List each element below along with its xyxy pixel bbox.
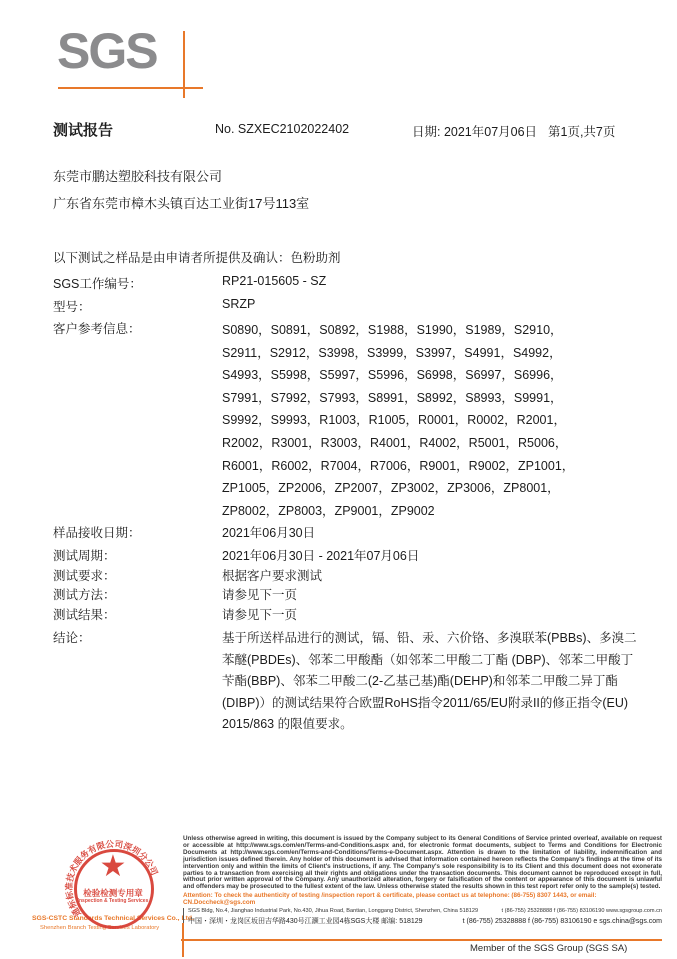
page-indicator: 第1页,共7页 <box>548 125 616 139</box>
field-label: 测试周期： <box>53 549 116 563</box>
client-ref-line: R2002，R3001，R3003，R4001，R4002，R5001，R5006， <box>222 435 568 450</box>
contact-cn: t (86-755) 25328888 f (86-755) 83106190 e sgs.china@sgs.com <box>462 918 662 926</box>
field-value: 根据客户要求测试 <box>222 569 323 583</box>
address-row-cn <box>188 916 662 926</box>
address-row-en <box>188 908 662 914</box>
client-ref-line: ZP1005，ZP2006，ZP2007，ZP3002，ZP3006，ZP8001， <box>222 481 560 496</box>
field-value: 请参见下一页 <box>222 588 298 602</box>
footer-vertical-rule <box>182 923 184 957</box>
field-label: 测试结果： <box>53 608 116 622</box>
address-block <box>183 908 662 926</box>
report-number: No. SZXEC2102022402 <box>215 122 350 136</box>
conclusion-text: 基于所送样品进行的测试，镉、铅、汞、六价铬、多溴联苯(PBBs)、多溴二苯醚(PBDEs)、邻苯二甲酸酯（如邻苯二甲酸二丁酯 (DBP)、邻苯二甲酸丁苄酯(BBP)、邻苯二甲酸二(2-乙基己基)酯(DEHP)和邻苯二甲酸二异丁酯(DIBP)）的测试结果符合欧盟RoHS指令2011/65/EU附录II的修正指令(EU) 2015/863 的限值要求。 <box>222 631 637 731</box>
stamp-ring-text: 通标标准技术服务有限公司深圳分公司 <box>64 839 160 919</box>
report-title: 测试报告 <box>53 122 114 139</box>
footer-horizontal-rule <box>181 939 662 941</box>
client-ref-line: S0890，S0891，S0892，S1988，S1990，S1989，S2910， <box>222 323 563 337</box>
client-ref-line: ZP8002，ZP8003，ZP9001，ZP9002 <box>222 503 435 518</box>
client-ref-line: S9992，S9993，R1003，R1005，R0001，R0002，R2001， <box>222 413 566 428</box>
sgs-member-line: Member of the SGS Group (SGS SA) <box>470 943 628 954</box>
star-icon: ★ <box>99 850 127 883</box>
field-label: 测试方法： <box>53 588 116 602</box>
report-date: 日期: 2021年07月06日 <box>412 125 538 139</box>
applicant-block <box>53 163 309 217</box>
applicant-address: 广东省东莞市樟木头镇百达工业街17号113室 <box>53 196 310 211</box>
field-label: 样品接收日期： <box>53 526 141 540</box>
field-label: SGS工作编号： <box>53 277 142 291</box>
client-ref-line: S2911，S2912，S3998，S3999，S3997，S4991，S4992， <box>222 345 562 360</box>
sample-intro-line: 以下测试之样品是由申请者所提供及确认：色粉助剂 <box>53 251 341 265</box>
client-ref-line: S7991，S7992，S7993，S8991，S8992，S8993，S9991， <box>222 390 563 405</box>
field-value: 请参见下一页 <box>222 608 298 622</box>
lab-branch-name: Shenzhen Branch Testing Services Laboratory <box>40 925 160 931</box>
sgs-logo: SGS <box>57 23 157 79</box>
disclaimer-text: Unless otherwise agreed in writing, this document is issued by the Company subject to its General Conditions of Service printed overleaf, available on request or accessible at http://www.sgs.com/en/Terms-and-Conditions.aspx and, for electronic format documents, subject to Terms and Conditions for Electronic Documents at http://www.sgs.com/en/Terms-and-Conditions/Terms-e-Document.aspx. Attention is drawn to the limitation of liability, indemnification and jurisdiction issues defined therein. Any holder of this document is advised that information contained hereon reflects the Company's findings at the time of its intervention only and within the limits of Client's instructions, if any. The Company's sole responsibility is to its Client and this document does not exonerate parties to a transaction from exercising all their rights and obligations under the transaction documents. This document cannot be reproduced except in full, without prior written approval of the Company. Any unauthorized alteration, forgery or falsification of the content or appearance of this document is unlawful and offenders may be prosecuted to the fullest extent of the law. Unless otherwise stated the results shown in this test report refer only to the sample(s) tested. <box>183 835 662 891</box>
field-label: 测试要求： <box>53 569 116 583</box>
stamp-inner-cn: 检验检测专用章 <box>83 888 143 898</box>
footer-text-block <box>183 836 662 926</box>
field-value: 2021年06月30日 - 2021年07月06日 <box>222 549 420 563</box>
lab-company-name: SGS-CSTC Standards Technical Services Co., Ltd. <box>32 915 194 922</box>
stamp-inner-en: Inspection & Testing Services <box>77 898 149 904</box>
logo-horizontal-rule <box>58 87 203 89</box>
field-value: 2021年06月30日 <box>222 526 316 540</box>
contact-en: t (86-755) 25328888 f (86-755) 83106190 www.sgsgroup.com.cn <box>501 908 662 915</box>
field-value: SRZP <box>222 297 256 311</box>
field-label: 客户参考信息： <box>53 322 141 336</box>
field-label: 结论： <box>53 631 91 645</box>
address-cn: 中国・深圳・龙岗区坂田吉华路430号江灏工业园4栋SGS大楼 邮编: 518129 <box>188 918 423 926</box>
client-ref-line: R6001，R6002，R7004，R7006，R9001，R9002，ZP1001， <box>222 458 575 473</box>
client-ref-line: S4993，S5998，S5997，S5996，S6998，S6997，S6996， <box>222 368 563 383</box>
client-ref-list <box>222 319 574 522</box>
inspection-stamp <box>64 839 162 937</box>
address-en: SGS Bldg, No.4, Jianghao Industrial Park, No.430, Jihua Road, Bantian, Longgang District, Shenzhen, China 518129 <box>188 908 479 915</box>
authenticity-notice: Attention: To check the authenticity of testing /inspection report & certificate, please contact us at telephone: (86-755) 8307 1443, or email: CN.Doccheck@sgs.com <box>183 892 597 907</box>
field-label: 型号： <box>53 300 91 314</box>
field-value: RP21-015605 - SZ <box>222 274 327 288</box>
applicant-company: 东莞市鹏达塑胶科技有限公司 <box>53 169 223 184</box>
